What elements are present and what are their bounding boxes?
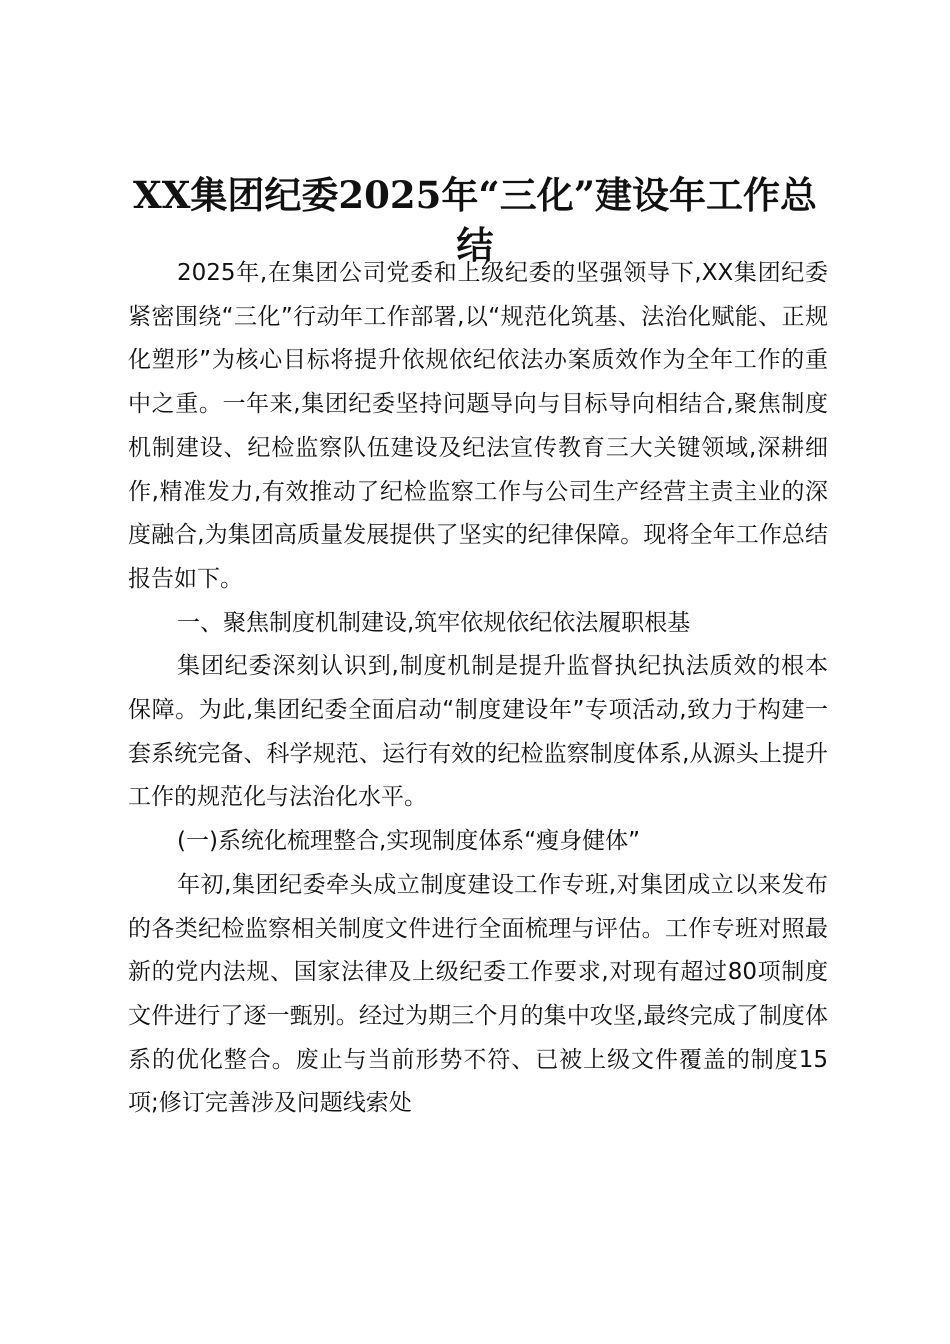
document-title: XX集团纪委2025年“三化”建设年工作总结 <box>133 173 817 267</box>
subsection-1-paragraph: 年初,集团纪委牵头成立制度建设工作专班,对集团成立以来发布的各类纪检监察相关制度文件进行全面梳理与评估。工作专班对照最新的党内法规、国家法律及上级纪委工作要求,对现有超过80项制度文件进行了逐一甄别。经过为期三个月的集中攻坚,最终完成了制度体系的优化整合。废止与当前形势不符、已被上级文件覆盖的制度15项;修订完善涉及问题线索处 <box>128 871 828 1117</box>
document-body <box>128 252 828 1126</box>
section-heading-1: 一、聚焦制度机制建设,筑牢依规依纪依法履职根基 <box>177 609 691 636</box>
section-1-paragraph: 集团纪委深刻认识到,制度机制是提升监督执纪执法质效的根本保障。为此,集团纪委全面启动“制度建设年”专项活动,致力于构建一套系统完备、科学规范、运行有效的纪检监察制度体系,从源头上提升工作的规范化与法治化水平。 <box>128 653 828 811</box>
intro-paragraph: 2025年,在集团公司党委和上级纪委的坚强领导下,XX集团纪委紧密围绕“三化”行动年工作部署,以“规范化筑基、法治化赋能、正规化塑形”为核心目标将提升依规依纪依法办案质效作为全年工作的重中之重。一年来,集团纪委坚持问题导向与目标导向相结合,聚焦制度机制建设、纪检监察队伍建设及纪法宣传教育三大关键领域,深耕细作,精准发力,有效推动了纪检监察工作与公司生产经营主责主业的深度融合,为集团高质量发展提供了坚实的纪律保障。现将全年工作总结报告如下。 <box>128 260 828 592</box>
subsection-heading-1: (一)系统化梳理整合,实现制度体系“瘦身健体” <box>177 828 641 855</box>
